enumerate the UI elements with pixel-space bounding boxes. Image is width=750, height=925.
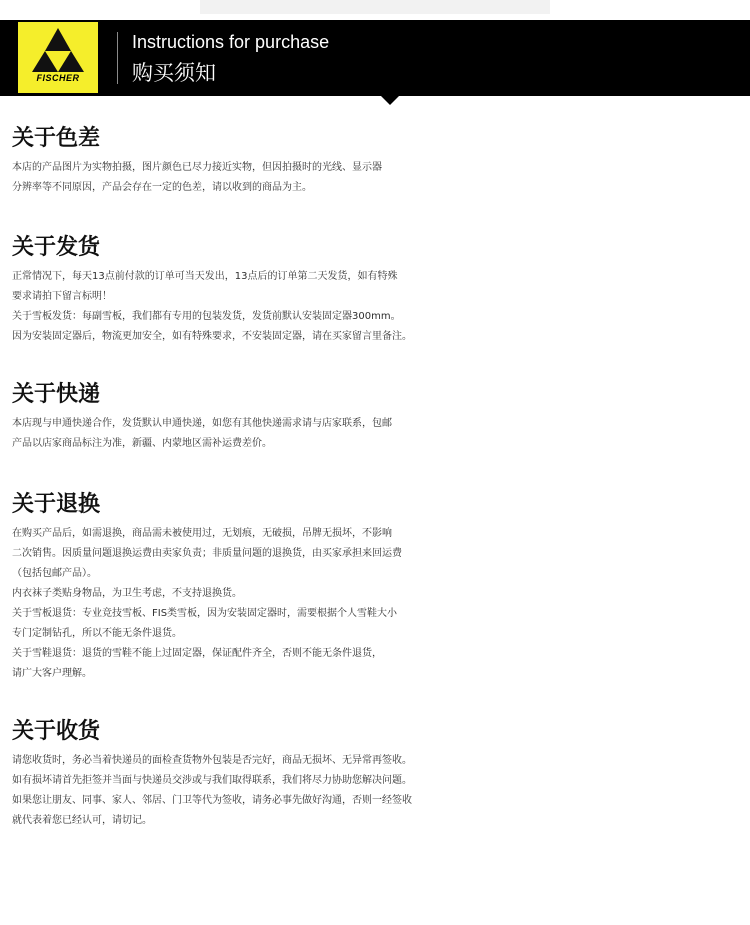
- paragraph-line: 分辨率等不同原因，产品会存在一定的色差，请以收到的商品为主。: [12, 182, 312, 193]
- section-body: [12, 414, 748, 454]
- header-banner: [0, 20, 750, 96]
- title-chinese: 购买须知: [132, 61, 216, 85]
- paragraph-line: （包括包邮产品）。: [12, 568, 97, 579]
- paragraph-line: 本店的产品图片为实物拍摄，图片颜色已尽力接近实物，但因拍摄时的光线、显示器: [12, 162, 382, 173]
- paragraph-line: 如有损坏请首先拒签并当面与快递员交涉或与我们取得联系，我们将尽力协助您解决问题。: [12, 775, 412, 786]
- paragraph-line: 因为安装固定器后，物流更加安全，如有特殊要求，不安装固定器，请在买家留言里备注。: [12, 331, 412, 342]
- section-body: [12, 751, 748, 831]
- paragraph-line: 内衣袜子类贴身物品，为卫生考虑，不支持退换货。: [12, 588, 242, 599]
- header-divider: [117, 32, 118, 84]
- paragraph-line: 要求请拍下留言标明！: [12, 291, 112, 302]
- paragraph-line: 关于雪鞋退货：退货的雪鞋不能上过固定器，保证配件齐全，否则不能无条件退货，: [12, 648, 382, 659]
- section-heading: 关于收货: [12, 719, 101, 744]
- paragraph-line: 关于雪板发货：每副雪板，我们都有专用的包装发货，发货前默认安装固定器300mm。: [12, 311, 401, 322]
- top-strip: [200, 0, 550, 14]
- section-courier: [12, 380, 748, 454]
- title-english: Instructions for purchase: [132, 32, 330, 52]
- header-pointer-arrow: [381, 96, 399, 105]
- triangle-logo-icon: [18, 22, 98, 74]
- paragraph-line: 就代表着您已经认可，请切记。: [12, 815, 152, 826]
- fischer-logo: [18, 22, 98, 93]
- section-heading: 关于退换: [12, 492, 101, 517]
- paragraph-line: 如果您让朋友、同事、家人、邻居、门卫等代为签收，请务必事先做好沟通，否则一经签收: [12, 795, 412, 806]
- paragraph-line: 二次销售。因质量问题退换运费由卖家负责；非质量问题的退换货，由买家承担来回运费: [12, 548, 402, 559]
- section-body: [12, 524, 748, 684]
- paragraph-line: 在购买产品后，如需退换，商品需未被使用过，无划痕，无破损，吊牌无损坏，不影响: [12, 528, 392, 539]
- paragraph-line: 关于雪板退货：专业竞技雪板、FIS类雪板，因为安装固定器时，需要根据个人雪鞋大小: [12, 608, 398, 619]
- section-shipping: [12, 233, 748, 347]
- paragraph-line: 专门定制钻孔，所以不能无条件退货。: [12, 628, 182, 639]
- section-body: [12, 158, 748, 198]
- paragraph-line: 请广大客户理解。: [12, 668, 92, 679]
- section-returns: [12, 490, 748, 684]
- section-color-difference: [12, 124, 748, 198]
- section-heading: 关于快递: [12, 382, 101, 407]
- paragraph-line: 本店现与申通快递合作，发货默认申通快递，如您有其他快递需求请与店家联系，包邮: [12, 418, 392, 429]
- section-receiving: [12, 717, 748, 831]
- logo-wordmark: FISCHER: [36, 73, 80, 83]
- paragraph-line: 产品以店家商品标注为准，新疆、内蒙地区需补运费差价。: [12, 438, 272, 449]
- paragraph-line: 请您收货时，务必当着快递员的面检查货物外包装是否完好，商品无损坏、无异常再签收。: [12, 755, 412, 766]
- section-body: [12, 267, 748, 347]
- section-heading: 关于色差: [12, 126, 101, 151]
- paragraph-line: 正常情况下，每天13点前付款的订单可当天发出，13点后的订单第二天发货，如有特殊: [12, 271, 398, 282]
- section-heading: 关于发货: [12, 235, 101, 260]
